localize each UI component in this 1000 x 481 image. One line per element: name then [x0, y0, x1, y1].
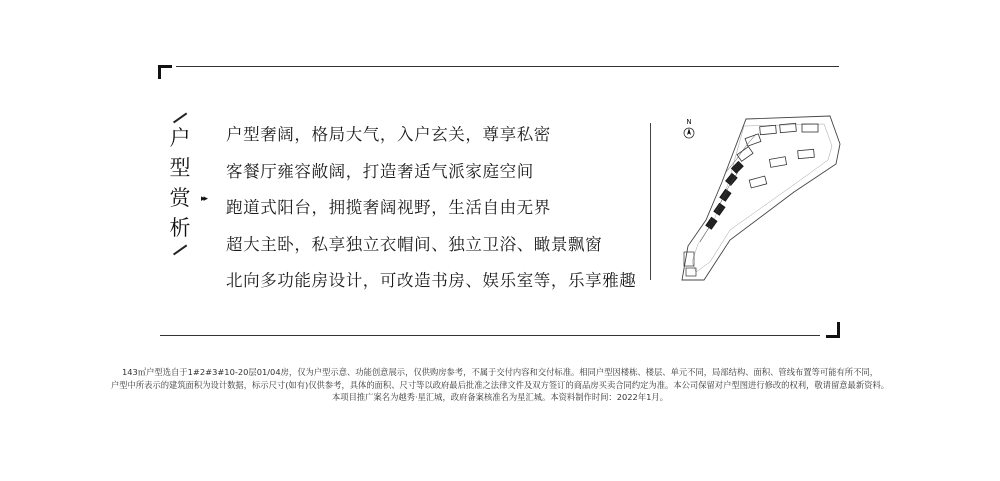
- double-arrow-icon: ▸▸: [201, 194, 207, 204]
- frame-bottom-line: [160, 335, 820, 336]
- feature-item: 客餐厅雍容敞阔，打造奢适气派家庭空间: [226, 161, 534, 181]
- building: [760, 125, 777, 134]
- frame-corner-top-left-vertical: [158, 65, 161, 79]
- frame-top-line: [176, 66, 839, 67]
- title-char: 析: [169, 215, 191, 240]
- feature-list: [226, 117, 636, 300]
- compass-icon: [684, 118, 694, 138]
- inner-boundary: [692, 124, 832, 272]
- feature-item: 北向多功能房设计，可改造书房、娱乐室等，乐享雅趣: [226, 271, 637, 290]
- disclaimer-line: 户型中所表示的建筑面积为设计数据，标示尺寸(如有)仅供参考，具体的面积、尺寸等以政府最后批准之法律文件及双方签订的商品房买卖合同约定为准。本公司保留对户型图进行修改的权利，敬请留意最新资料。: [110, 379, 890, 390]
- disclaimer: [80, 366, 920, 404]
- building: [686, 268, 696, 276]
- north-label: N: [686, 118, 692, 126]
- title-char: 赏: [169, 185, 191, 210]
- feature-item: 户型奢阔，格局大气，入户玄关，尊享私密: [226, 125, 551, 144]
- title-char: 户: [169, 125, 191, 150]
- feature-item: 超大主卧，私享独立衣帽间、独立卫浴、瞰景飘窗: [226, 234, 603, 254]
- title-slash-top: [173, 113, 187, 123]
- building: [725, 173, 737, 185]
- disclaimer-line: 143㎡户型选自于1#2#3#10-20层01/04房，仅为户型示意、功能创意展示，仅供购房参考，不属于交付内容和交付标准。相同户型因楼栋、楼层、单元不同，局部结构、面积、管线布置等可能有所不同，: [121, 367, 878, 377]
- site-plan-map: [676, 112, 848, 288]
- title-slash-bottom: [173, 244, 187, 254]
- title-char: 型: [169, 155, 191, 180]
- building: [798, 149, 815, 158]
- building: [706, 217, 717, 229]
- feature-item: 跑道式阳台，拥揽奢阔视野，生活自由无界: [226, 198, 551, 217]
- building: [720, 189, 731, 201]
- frame-corner-bottom-right-vertical: [837, 322, 840, 338]
- building: [737, 147, 753, 162]
- road: [700, 226, 710, 242]
- building: [749, 176, 767, 188]
- section-title: [166, 113, 194, 254]
- disclaimer-line: 本项目推广案名为越秀·星汇城，政府备案核准名为星汇城。本资料制作时间：2022年1月。: [331, 392, 669, 402]
- building: [802, 124, 818, 132]
- vertical-divider: [650, 123, 651, 280]
- building: [769, 157, 786, 168]
